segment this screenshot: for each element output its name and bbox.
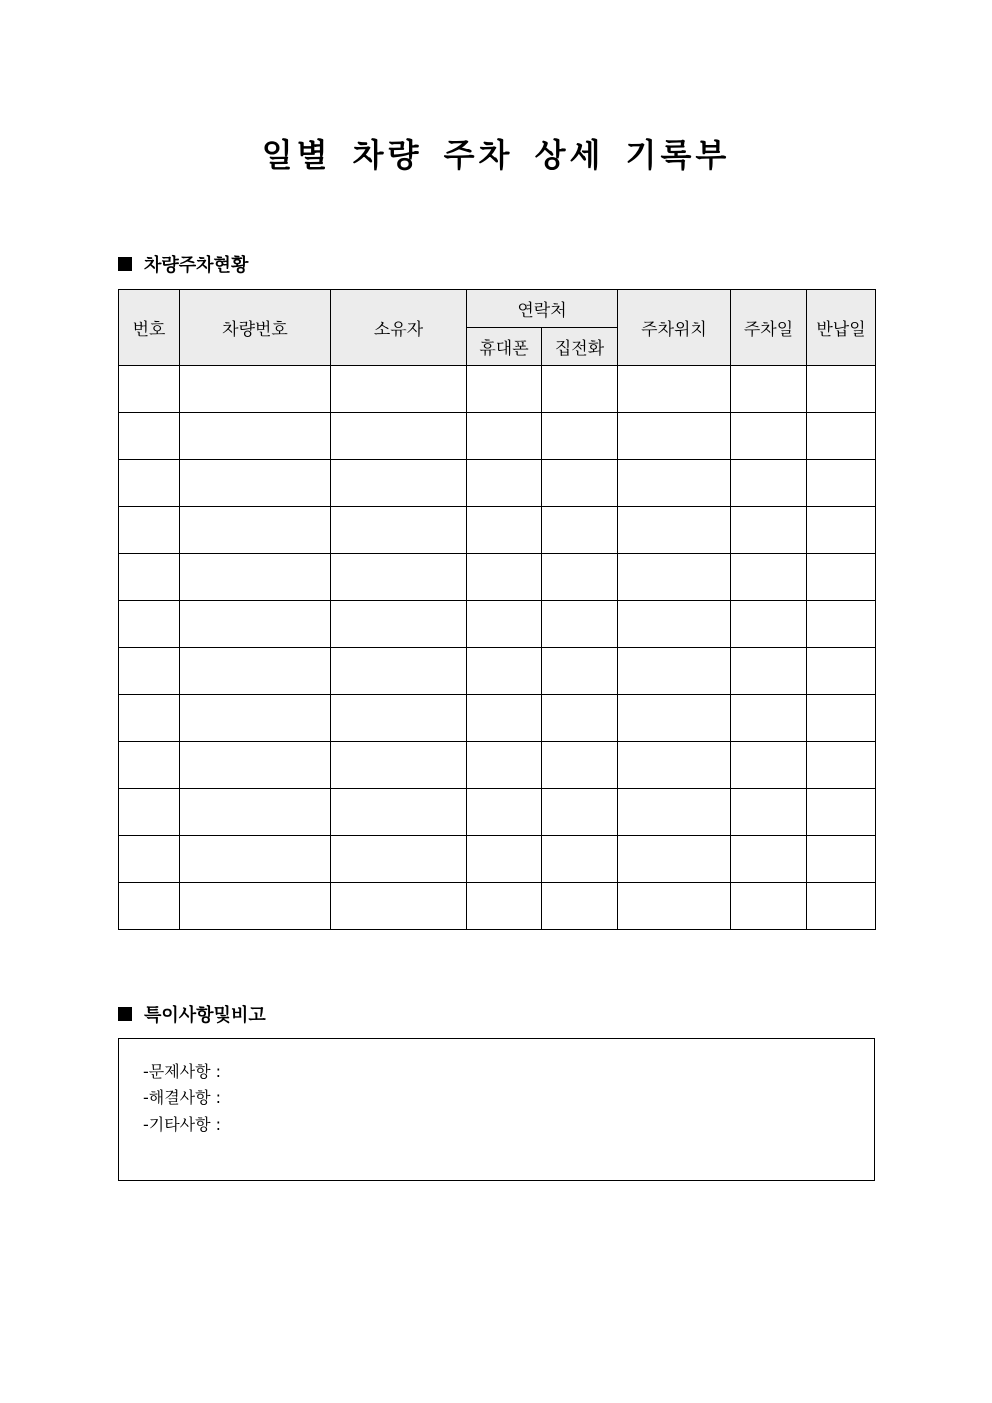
cell-owner[interactable] (331, 601, 467, 648)
cell-plate[interactable] (180, 883, 331, 930)
cell-number[interactable] (119, 883, 180, 930)
page-title: 일별 차량 주차 상세 기록부 (261, 136, 731, 174)
table-row (119, 601, 876, 648)
cell-parking-date[interactable] (731, 460, 807, 507)
cell-owner[interactable] (331, 695, 467, 742)
header-owner: 소유자 (331, 290, 467, 366)
cell-number[interactable] (119, 460, 180, 507)
header-return-date: 반납일 (807, 290, 876, 366)
cell-owner[interactable] (331, 648, 467, 695)
cell-plate[interactable] (180, 507, 331, 554)
cell-number[interactable] (119, 554, 180, 601)
cell-number[interactable] (119, 648, 180, 695)
cell-number[interactable] (119, 366, 180, 413)
cell-home-phone[interactable] (542, 648, 618, 695)
cell-owner[interactable] (331, 883, 467, 930)
cell-location[interactable] (618, 883, 731, 930)
cell-return-date[interactable] (807, 366, 876, 413)
cell-mobile[interactable] (467, 789, 542, 836)
section-heading-label: 차량주차현황 (144, 255, 249, 276)
cell-owner[interactable] (331, 836, 467, 883)
cell-location[interactable] (618, 648, 731, 695)
cell-return-date[interactable] (807, 836, 876, 883)
table-row (119, 366, 876, 413)
cell-parking-date[interactable] (731, 695, 807, 742)
header-plate: 차량번호 (180, 290, 331, 366)
cell-location[interactable] (618, 601, 731, 648)
cell-parking-date[interactable] (731, 413, 807, 460)
cell-return-date[interactable] (807, 695, 876, 742)
table-row (119, 883, 876, 930)
cell-plate[interactable] (180, 601, 331, 648)
cell-number[interactable] (119, 789, 180, 836)
cell-location[interactable] (618, 789, 731, 836)
cell-location[interactable] (618, 413, 731, 460)
table-row (119, 460, 876, 507)
cell-location[interactable] (618, 695, 731, 742)
cell-parking-date[interactable] (731, 507, 807, 554)
cell-plate[interactable] (180, 789, 331, 836)
cell-location[interactable] (618, 742, 731, 789)
cell-mobile[interactable] (467, 507, 542, 554)
cell-return-date[interactable] (807, 507, 876, 554)
table-row (119, 836, 876, 883)
cell-plate[interactable] (180, 413, 331, 460)
cell-owner[interactable] (331, 507, 467, 554)
cell-parking-date[interactable] (731, 836, 807, 883)
cell-home-phone[interactable] (542, 601, 618, 648)
square-bullet-icon (118, 257, 132, 271)
note-other-line: -기타사항 : (143, 1115, 222, 1134)
table-row (119, 742, 876, 789)
cell-mobile[interactable] (467, 554, 542, 601)
table-row (119, 648, 876, 695)
cell-home-phone[interactable] (542, 742, 618, 789)
cell-owner[interactable] (331, 742, 467, 789)
cell-mobile[interactable] (467, 742, 542, 789)
cell-return-date[interactable] (807, 554, 876, 601)
cell-parking-date[interactable] (731, 789, 807, 836)
cell-plate[interactable] (180, 648, 331, 695)
cell-home-phone[interactable] (542, 695, 618, 742)
cell-home-phone[interactable] (542, 413, 618, 460)
cell-parking-date[interactable] (731, 554, 807, 601)
table-row (119, 413, 876, 460)
cell-number[interactable] (119, 695, 180, 742)
cell-mobile[interactable] (467, 695, 542, 742)
cell-mobile[interactable] (467, 648, 542, 695)
cell-mobile[interactable] (467, 601, 542, 648)
cell-home-phone[interactable] (542, 460, 618, 507)
section-heading-parking-status (118, 251, 248, 277)
cell-owner[interactable] (331, 789, 467, 836)
square-bullet-icon (118, 1007, 132, 1021)
cell-parking-date[interactable] (731, 601, 807, 648)
cell-owner[interactable] (331, 413, 467, 460)
cell-return-date[interactable] (807, 601, 876, 648)
remarks-box[interactable] (118, 1038, 875, 1181)
cell-return-date[interactable] (807, 460, 876, 507)
cell-parking-date[interactable] (731, 742, 807, 789)
cell-home-phone[interactable] (542, 836, 618, 883)
cell-number[interactable] (119, 742, 180, 789)
cell-plate[interactable] (180, 836, 331, 883)
cell-return-date[interactable] (807, 413, 876, 460)
cell-plate[interactable] (180, 554, 331, 601)
cell-owner[interactable] (331, 366, 467, 413)
section-heading-label: 특이사항및비고 (144, 1005, 266, 1026)
header-home-phone: 집전화 (542, 328, 618, 366)
header-number: 번호 (119, 290, 180, 366)
cell-return-date[interactable] (807, 789, 876, 836)
cell-mobile[interactable] (467, 836, 542, 883)
table-row (119, 695, 876, 742)
cell-owner[interactable] (331, 554, 467, 601)
cell-location[interactable] (618, 836, 731, 883)
cell-parking-date[interactable] (731, 366, 807, 413)
cell-number[interactable] (119, 601, 180, 648)
cell-location[interactable] (618, 460, 731, 507)
cell-plate[interactable] (180, 366, 331, 413)
cell-plate[interactable] (180, 742, 331, 789)
header-location: 주차위치 (618, 290, 731, 366)
cell-home-phone[interactable] (542, 507, 618, 554)
cell-mobile[interactable] (467, 460, 542, 507)
cell-location[interactable] (618, 554, 731, 601)
cell-parking-date[interactable] (731, 648, 807, 695)
cell-location[interactable] (618, 366, 731, 413)
header-contact: 연락처 (467, 290, 618, 328)
header-mobile: 휴대폰 (467, 328, 542, 366)
table-row (119, 789, 876, 836)
cell-number[interactable] (119, 836, 180, 883)
header-parking-date: 주차일 (731, 290, 807, 366)
cell-mobile[interactable] (467, 413, 542, 460)
parking-record-table (118, 289, 876, 930)
table-body (119, 366, 876, 930)
section-heading-remarks (118, 1001, 266, 1027)
cell-return-date[interactable] (807, 742, 876, 789)
cell-number[interactable] (119, 507, 180, 554)
cell-home-phone[interactable] (542, 554, 618, 601)
table-row (119, 507, 876, 554)
table-row (119, 554, 876, 601)
cell-return-date[interactable] (807, 883, 876, 930)
cell-owner[interactable] (331, 460, 467, 507)
note-resolution-line: -해결사항 : (143, 1088, 222, 1107)
cell-number[interactable] (119, 413, 180, 460)
cell-mobile[interactable] (467, 883, 542, 930)
cell-home-phone[interactable] (542, 366, 618, 413)
cell-return-date[interactable] (807, 648, 876, 695)
cell-mobile[interactable] (467, 366, 542, 413)
cell-location[interactable] (618, 507, 731, 554)
cell-home-phone[interactable] (542, 883, 618, 930)
cell-plate[interactable] (180, 695, 331, 742)
cell-parking-date[interactable] (731, 883, 807, 930)
cell-plate[interactable] (180, 460, 331, 507)
note-issue-line: -문제사항 : (143, 1062, 222, 1081)
cell-home-phone[interactable] (542, 789, 618, 836)
